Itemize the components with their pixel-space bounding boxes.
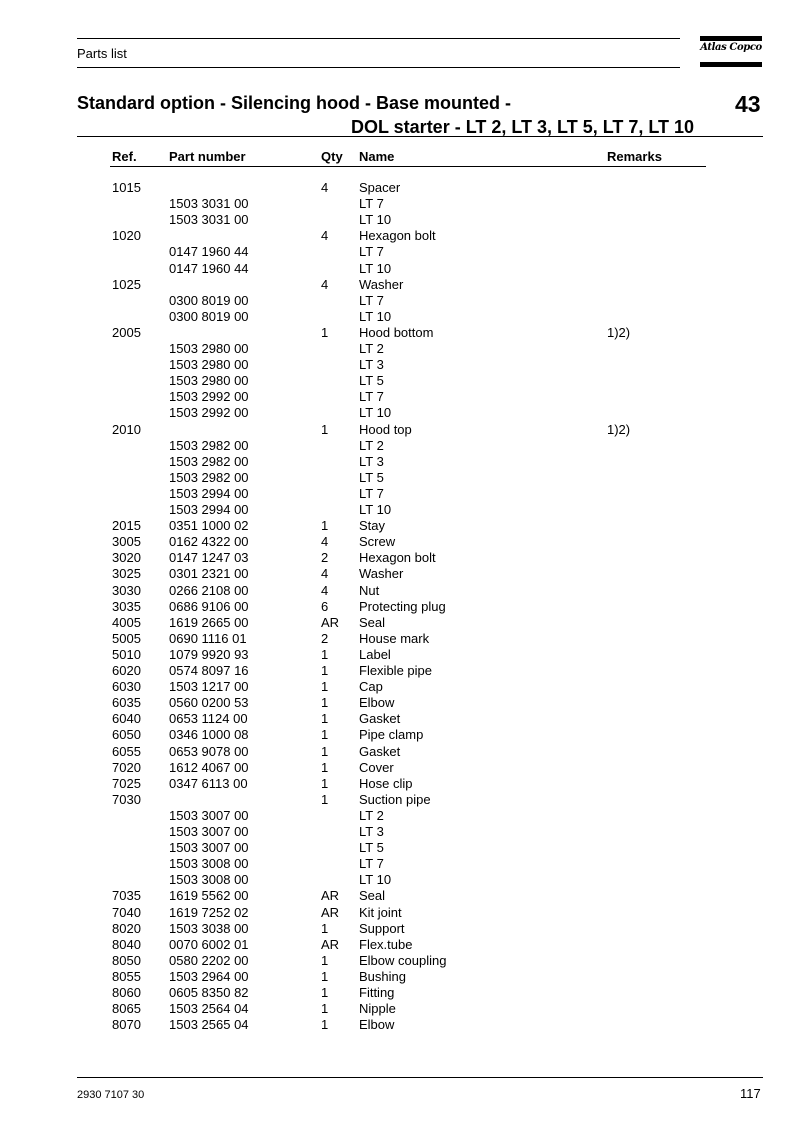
table-row [0, 808, 800, 824]
cell-part-number: 1503 2564 04 [169, 1001, 249, 1017]
cell-name: Nipple [359, 1001, 396, 1017]
cell-name: Cap [359, 679, 383, 695]
cell-part-number: 1503 2565 04 [169, 1017, 249, 1033]
table-row [0, 422, 800, 438]
cell-ref: 1025 [112, 276, 141, 292]
table-row [0, 856, 800, 872]
table-row [0, 776, 800, 792]
cell-part-number: 1619 5562 00 [169, 888, 249, 904]
cell-part-number: 1503 3007 00 [169, 840, 249, 856]
cell-name: Elbow [359, 695, 395, 711]
cell-name: LT 7 [359, 292, 384, 308]
cell-name: Gasket [359, 743, 401, 759]
cell-name: LT 10 [359, 308, 392, 324]
header-bottom-rule [77, 67, 680, 68]
cell-part-number: 0147 1960 44 [169, 244, 249, 260]
cell-qty: 1 [321, 518, 329, 534]
cell-qty: 1 [321, 952, 329, 968]
cell-part-number: 0147 1247 03 [169, 550, 249, 566]
cell-name: Protecting plug [359, 598, 446, 614]
table-row [0, 727, 800, 743]
table-row [0, 663, 800, 679]
cell-part-number: 1503 1217 00 [169, 679, 249, 695]
cell-ref: 5010 [112, 646, 141, 662]
cell-part-number: 1503 2992 00 [169, 405, 249, 421]
cell-qty: 2 [321, 630, 329, 646]
table-row [0, 905, 800, 921]
logo-top-bar [700, 36, 762, 41]
cell-name: Seal [359, 888, 386, 904]
cell-qty: 1 [321, 985, 329, 1000]
column-header-part-number: Part number [169, 149, 246, 164]
title-rule [77, 136, 763, 137]
cell-qty: 4 [321, 566, 329, 582]
cell-name: Stay [359, 518, 386, 534]
table-row [0, 760, 800, 776]
table-row [0, 518, 800, 534]
table-row [0, 969, 800, 985]
cell-name: Label [359, 646, 391, 662]
column-header-qty: Qty [321, 149, 343, 164]
cell-name: Kit joint [359, 904, 402, 920]
cell-part-number: 1503 2992 00 [169, 389, 249, 405]
table-row [0, 228, 800, 244]
cell-name: House mark [359, 630, 430, 646]
table-row [0, 309, 800, 325]
table-row [0, 373, 800, 389]
cell-name: LT 7 [359, 244, 384, 260]
cell-qty: AR [321, 614, 340, 630]
cell-remarks: 1)2) [607, 324, 631, 340]
cell-qty: 1 [321, 759, 329, 775]
table-row [0, 1017, 800, 1033]
table-row [0, 1001, 800, 1017]
document-number: 2930 7107 30 [77, 1089, 145, 1101]
cell-name: Support [359, 920, 405, 936]
cell-part-number: 1503 2994 00 [169, 502, 249, 517]
table-row [0, 454, 800, 470]
cell-name: LT 5 [359, 469, 384, 485]
cell-name: LT 3 [359, 824, 384, 839]
cell-ref: 8050 [112, 952, 141, 968]
cell-ref: 3025 [112, 566, 141, 582]
cell-ref: 3005 [112, 534, 141, 550]
cell-name: LT 3 [359, 453, 384, 469]
table-row [0, 744, 800, 760]
cell-ref: 1015 [112, 180, 141, 195]
cell-ref: 3035 [112, 598, 141, 614]
table-row [0, 566, 800, 582]
cell-qty: 6 [321, 598, 329, 614]
cell-qty: 1 [321, 324, 329, 340]
cell-qty: 1 [321, 1017, 329, 1033]
footer-rule [77, 1077, 763, 1078]
cell-part-number: 1503 3008 00 [169, 872, 249, 888]
chapter-number: 43 [735, 91, 761, 117]
table-row [0, 293, 800, 309]
cell-ref: 8020 [112, 920, 141, 936]
cell-part-number: 1503 3007 00 [169, 824, 249, 839]
table-row [0, 261, 800, 277]
cell-remarks: 1)2) [607, 421, 631, 437]
cell-part-number: 0686 9106 00 [169, 598, 249, 614]
table-row [0, 389, 800, 405]
table-row [0, 583, 800, 599]
cell-part-number: 1503 2982 00 [169, 469, 249, 485]
table-row [0, 695, 800, 711]
cell-part-number: 1503 3031 00 [169, 196, 249, 212]
cell-name: Pipe clamp [359, 727, 424, 743]
column-header-remarks: Remarks [607, 149, 662, 164]
logo-bottom-bar [700, 62, 762, 67]
cell-ref: 6035 [112, 695, 141, 711]
cell-name: LT 7 [359, 196, 384, 212]
cell-name: Hexagon bolt [359, 228, 436, 244]
cell-qty: 1 [321, 968, 329, 984]
cell-ref: 6030 [112, 679, 141, 695]
cell-ref: 7040 [112, 904, 141, 920]
table-row [0, 792, 800, 808]
cell-part-number: 1503 2964 00 [169, 968, 249, 984]
cell-qty: AR [321, 888, 340, 904]
cell-qty: 4 [321, 228, 329, 244]
logo-text: Atlas Copco [700, 42, 762, 53]
cell-part-number: 1619 2665 00 [169, 614, 249, 630]
cell-name: Gasket [359, 711, 401, 727]
cell-ref: 7020 [112, 759, 141, 775]
cell-qty: 4 [321, 276, 329, 292]
cell-part-number: 1503 2980 00 [169, 373, 249, 389]
cell-part-number: 0605 8350 82 [169, 985, 249, 1000]
cell-name: LT 2 [359, 807, 384, 823]
table-row [0, 921, 800, 937]
cell-part-number: 0580 2202 00 [169, 952, 249, 968]
cell-name: Washer [359, 566, 404, 582]
column-header-name: Name [359, 149, 395, 164]
cell-ref: 5005 [112, 630, 141, 646]
cell-part-number: 0347 6113 00 [169, 775, 248, 791]
cell-part-number: 0162 4322 00 [169, 534, 249, 550]
brand-logo [700, 36, 762, 68]
cell-ref: 7035 [112, 888, 141, 904]
cell-qty: AR [321, 904, 340, 920]
cell-name: Elbow coupling [359, 952, 447, 968]
cell-qty: 1 [321, 663, 329, 678]
table-row [0, 325, 800, 341]
cell-part-number: 0147 1960 44 [169, 260, 249, 276]
cell-name: Hexagon bolt [359, 550, 436, 566]
cell-name: Spacer [359, 180, 401, 195]
cell-name: LT 10 [359, 405, 392, 421]
cell-name: Bushing [359, 968, 406, 984]
cell-name: Flex.tube [359, 936, 413, 952]
cell-qty: 1 [321, 711, 329, 727]
table-row [0, 405, 800, 421]
table-row [0, 180, 800, 196]
cell-ref: 8070 [112, 1017, 141, 1033]
cell-ref: 8065 [112, 1001, 141, 1017]
table-row [0, 438, 800, 454]
cell-qty: 1 [321, 775, 329, 791]
cell-qty: 1 [321, 791, 329, 807]
page-number: 117 [740, 1086, 761, 1101]
cell-name: LT 3 [359, 357, 384, 373]
table-row [0, 953, 800, 969]
cell-name: Screw [359, 534, 396, 550]
cell-name: Suction pipe [359, 791, 431, 807]
cell-ref: 6055 [112, 743, 141, 759]
cell-ref: 2005 [112, 324, 141, 340]
table-row [0, 502, 800, 518]
cell-part-number: 0690 1116 01 [169, 630, 247, 646]
cell-name: LT 7 [359, 389, 384, 405]
cell-part-number: 0653 1124 00 [169, 711, 248, 727]
cell-qty: 1 [321, 727, 329, 743]
cell-ref: 1020 [112, 228, 141, 244]
cell-name: Washer [359, 276, 404, 292]
cell-ref: 8040 [112, 936, 141, 952]
page-title-line2: DOL starter - LT 2, LT 3, LT 5, LT 7, LT 10 [351, 117, 695, 137]
table-row [0, 872, 800, 888]
cell-part-number: 0300 8019 00 [169, 292, 249, 308]
cell-qty: 1 [321, 743, 329, 759]
table-row [0, 534, 800, 550]
cell-name: Fitting [359, 985, 395, 1000]
cell-qty: 1 [321, 1001, 329, 1017]
cell-name: Elbow [359, 1017, 395, 1033]
cell-name: LT 2 [359, 341, 384, 356]
cell-ref: 4005 [112, 614, 141, 630]
cell-part-number: 0301 2321 00 [169, 566, 249, 582]
cell-name: LT 5 [359, 373, 384, 389]
cell-name: LT 10 [359, 260, 392, 276]
cell-qty: 1 [321, 920, 329, 936]
cell-part-number: 1079 9920 93 [169, 646, 249, 662]
cell-part-number: 0346 1000 08 [169, 727, 249, 743]
table-row [0, 840, 800, 856]
table-row [0, 277, 800, 293]
page-title-line1: Standard option - Silencing hood - Base mounted - [77, 93, 511, 113]
cell-name: LT 2 [359, 437, 384, 453]
cell-ref: 6020 [112, 663, 141, 678]
cell-name: LT 5 [359, 840, 384, 856]
cell-ref: 7030 [112, 791, 141, 807]
cell-part-number: 0266 2108 00 [169, 582, 249, 598]
cell-qty: 1 [321, 421, 329, 437]
cell-name: LT 7 [359, 485, 384, 501]
cell-part-number: 1619 7252 02 [169, 904, 249, 920]
cell-part-number: 1503 2982 00 [169, 453, 249, 469]
cell-qty: 4 [321, 582, 329, 598]
cell-name: Nut [359, 582, 380, 598]
cell-part-number: 0574 8097 16 [169, 663, 249, 678]
cell-part-number: 1503 2982 00 [169, 437, 249, 453]
table-row [0, 679, 800, 695]
cell-ref: 3030 [112, 582, 141, 598]
cell-name: Cover [359, 759, 394, 775]
cell-part-number: 0560 0200 53 [169, 695, 249, 711]
cell-name: Seal [359, 614, 386, 630]
table-row [0, 341, 800, 357]
cell-name: LT 10 [359, 502, 392, 517]
cell-part-number: 1503 3008 00 [169, 856, 249, 872]
cell-part-number: 0070 6002 01 [169, 936, 249, 952]
table-row [0, 599, 800, 615]
cell-qty: 1 [321, 695, 329, 711]
column-header-ref: Ref. [112, 149, 137, 164]
cell-ref: 3020 [112, 550, 141, 566]
cell-ref: 6040 [112, 711, 141, 727]
cell-part-number: 1612 4067 00 [169, 759, 249, 775]
cell-name: LT 10 [359, 212, 392, 228]
header-top-rule [77, 38, 680, 39]
table-row [0, 937, 800, 953]
cell-qty: 4 [321, 180, 329, 195]
cell-part-number: 1503 3007 00 [169, 807, 249, 823]
table-row [0, 824, 800, 840]
cell-name: Hood top [359, 421, 412, 437]
cell-name: Hose clip [359, 775, 413, 791]
table-row [0, 244, 800, 260]
table-row [0, 550, 800, 566]
table-row [0, 985, 800, 1001]
cell-part-number: 1503 3031 00 [169, 212, 249, 228]
cell-name: LT 7 [359, 856, 384, 872]
cell-name: Hood bottom [359, 324, 434, 340]
cell-ref: 6050 [112, 727, 141, 743]
cell-part-number: 0300 8019 00 [169, 308, 249, 324]
cell-qty: 2 [321, 550, 329, 566]
table-row [0, 647, 800, 663]
cell-part-number: 0653 9078 00 [169, 743, 249, 759]
cell-qty: 1 [321, 646, 329, 662]
cell-ref: 2015 [112, 518, 141, 534]
cell-part-number: 1503 2980 00 [169, 341, 249, 356]
cell-qty: 4 [321, 534, 329, 550]
cell-part-number: 1503 2980 00 [169, 357, 249, 373]
table-row [0, 631, 800, 647]
cell-ref: 8055 [112, 968, 141, 984]
header-label: Parts list [77, 46, 127, 61]
table-row [0, 357, 800, 373]
table-header-rule [110, 166, 706, 167]
cell-ref: 8060 [112, 985, 141, 1000]
cell-name: LT 10 [359, 872, 392, 888]
table-row [0, 615, 800, 631]
cell-qty: 1 [321, 679, 329, 695]
table-row [0, 486, 800, 502]
cell-qty: AR [321, 936, 340, 952]
cell-part-number: 0351 1000 02 [169, 518, 249, 534]
cell-name: Flexible pipe [359, 663, 432, 678]
table-row [0, 888, 800, 904]
cell-part-number: 1503 3038 00 [169, 920, 249, 936]
table-row [0, 470, 800, 486]
table-row [0, 711, 800, 727]
table-row [0, 196, 800, 212]
cell-ref: 7025 [112, 775, 141, 791]
cell-part-number: 1503 2994 00 [169, 485, 249, 501]
cell-ref: 2010 [112, 421, 141, 437]
table-row [0, 212, 800, 228]
